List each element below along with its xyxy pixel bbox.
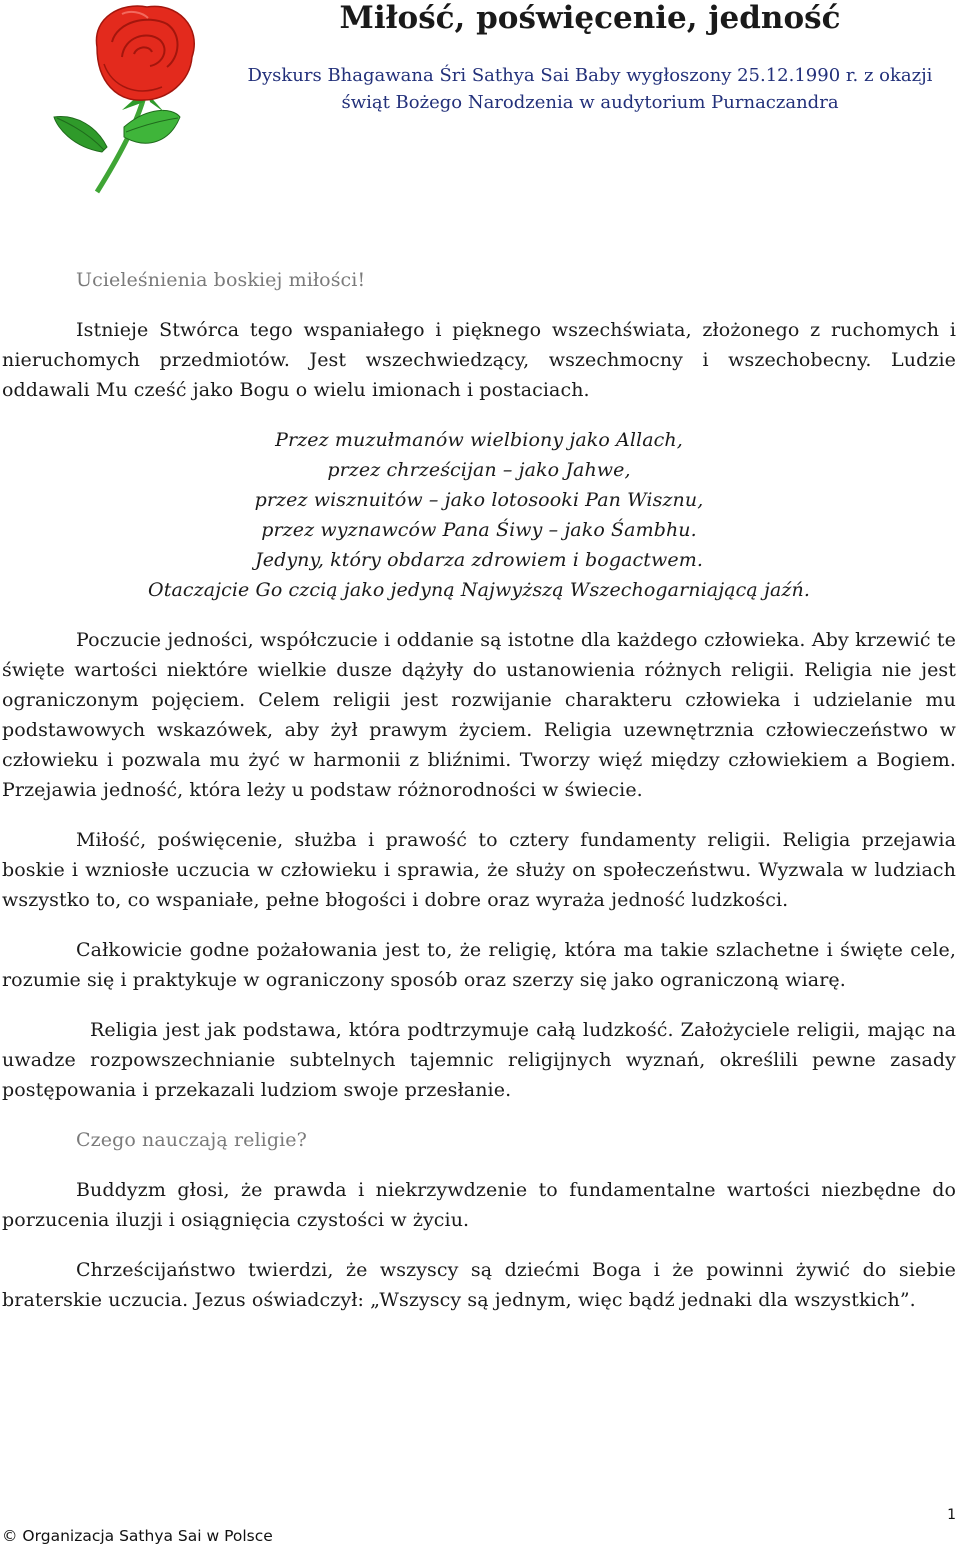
subtitle-line-2: świąt Bożego Narodzenia w audytorium Purnaczandra <box>341 92 839 113</box>
poem-block <box>2 425 956 605</box>
page-number: 1 <box>947 1507 956 1523</box>
paragraph-1: Istnieje Stwórca tego wspaniałego i pięknego wszechświata, złożonego z ruchomych i nieruchomych przedmiotów. Jest wszechwiedzący, wszechmocny i wszechobecny. Ludzie oddawali Mu cześć jako Bogu o wielu imionach i postaciach. <box>2 319 956 401</box>
subtitle-line-1: Dyskurs Bhagawana Śri Sathya Sai Baby wygłoszony 25.12.1990 r. z okazji <box>247 65 933 86</box>
page-title: Miłość, poświęcenie, jedność <box>339 0 841 36</box>
poem-line: przez wisznuitów – jako lotosooki Pan Wisznu, <box>254 489 704 511</box>
paragraph-5: Religia jest jak podstawa, która podtrzymuje całą ludzkość. Założyciele religii, mając na uwadze rozpowszechnianie subtelnych tajemnic religijnych wyznań, określili pewne zasady postępowania i przekazali ludziom swoje przesłanie. <box>2 1019 956 1101</box>
paragraph-2: Poczucie jedności, współczucie i oddanie są istotne dla każdego człowieka. Aby krzewić te święte wartości niektóre wielkie dusze dążyły do ustanowienia różnych religii. Religia nie jest ograniczonym pojęciem. Celem religii jest rozwijanie charakteru człowieka i udzielanie mu podstawowych wskazówek, aby żył prawym życiem. Religia uzewnętrznia człowieczeństwo w człowieku i pozwala mu żyć w harmonii z bliźnimi. Tworzy więź między człowiekiem a Bogiem. Przejawia jedność, która leży u podstaw różnorodności w świecie. <box>2 629 956 801</box>
subtitle <box>230 62 950 116</box>
poem-line: przez wyznawców Pana Śiwy – jako Śambhu. <box>261 519 697 541</box>
paragraph-6: Buddyzm głosi, że prawda i niekrzywdzenie to fundamentalne wartości niezbędne do porzucenia iluzji i osiągnięcia czystości w życiu. <box>2 1179 956 1231</box>
paragraph-3: Miłość, poświęcenie, służba i prawość to cztery fundamenty religii. Religia przejawia boskie i wzniosłe uczucia w człowieku i sprawia, że służy on społeczeństwu. Wyzwala w ludziach wszystko to, co wspaniałe, pełne błogości i dobre oraz wyraża jedność ludzkości. <box>2 829 956 911</box>
poem-line: przez chrześcijan – jako Jahwe, <box>327 459 631 481</box>
document-body <box>2 265 956 1315</box>
poem-line: Przez muzułmanów wielbiony jako Allach, <box>275 429 683 451</box>
rose-image <box>52 2 202 197</box>
poem-line: Otaczajcie Go czcią jako jedyną Najwyższą Wszechogarniającą jaźń. <box>148 579 810 601</box>
poem-line: Jedyny, który obdarza zdrowiem i bogactwem. <box>255 549 703 571</box>
section-heading: Czego nauczają religie? <box>76 1129 307 1151</box>
greeting-heading: Ucieleśnienia boskiej miłości! <box>76 269 366 291</box>
footer-copyright: © Organizacja Sathya Sai w Polsce <box>2 1527 273 1545</box>
paragraph-4: Całkowicie godne pożałowania jest to, że religię, która ma takie szlachetne i święte cele, rozumie się i praktykuje w ograniczony sposób oraz szerzy się jako ograniczoną wiarę. <box>2 939 956 991</box>
paragraph-7: Chrześcijaństwo twierdzi, że wszyscy są dziećmi Boga i że powinni żywić do siebie braterskie uczucia. Jezus oświadczył: „Wszyscy są jednym, więc bądź jednaki dla wszystkich”. <box>2 1259 956 1311</box>
